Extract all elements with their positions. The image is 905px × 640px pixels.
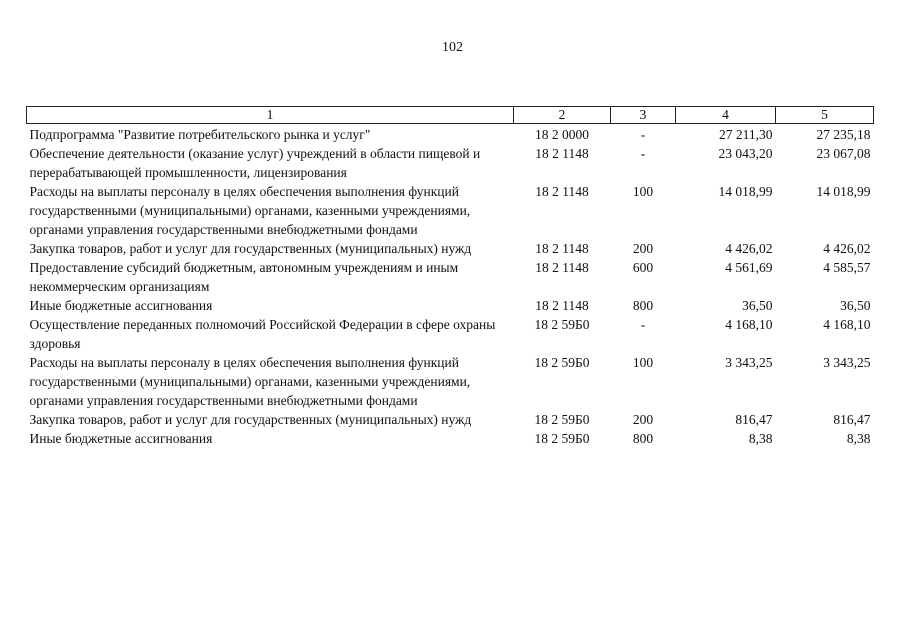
row-name: Иные бюджетные ассигнования — [29, 431, 213, 446]
row-code: 18 2 1148 — [535, 298, 589, 313]
row-code: 18 2 59Б0 — [534, 431, 590, 446]
table-row — [27, 258, 874, 296]
table-row — [27, 410, 874, 429]
row-expense-type: - — [640, 317, 646, 332]
row-code: 18 2 59Б0 — [534, 317, 590, 332]
row-expense-type: 100 — [632, 355, 654, 370]
header-col-4: 4 — [676, 107, 776, 124]
row-value-col4: 4 168,10 — [725, 317, 773, 332]
row-value-col4: 23 043,20 — [718, 146, 773, 161]
header-col-1: 1 — [27, 107, 514, 124]
row-name: Расходы на выплаты персоналу в целях обеспечения выполнения функций государственными (муниципальными) органами, казенными учреждениями, органами управления государственными внебюджетными фондами — [29, 184, 471, 237]
row-code: 18 2 1148 — [535, 260, 589, 275]
row-name: Предоставление субсидий бюджетным, автономным учреждениям и иным некоммерческим организациям — [29, 260, 459, 294]
row-name: Обеспечение деятельности (оказание услуг) учреждений в области пищевой и перерабатывающей промышленности, лицензирования — [29, 146, 481, 180]
row-value-col5: 14 018,99 — [816, 184, 871, 199]
row-code: 18 2 59Б0 — [534, 412, 590, 427]
page-number: 102 — [442, 40, 463, 55]
table-row — [27, 296, 874, 315]
header-row — [27, 107, 874, 124]
row-expense-type: 200 — [632, 412, 654, 427]
row-value-col4: 8,38 — [748, 431, 773, 446]
row-code: 18 2 1148 — [535, 184, 589, 199]
row-name: Подпрограмма "Развитие потребительского рынка и услуг" — [29, 127, 371, 142]
row-code: 18 2 1148 — [535, 241, 589, 256]
row-value-col5: 4 168,10 — [823, 317, 871, 332]
row-expense-type: 600 — [632, 260, 654, 275]
row-value-col5: 4 426,02 — [823, 241, 871, 256]
budget-table — [26, 106, 874, 448]
table-row — [27, 124, 874, 145]
header-col-2: 2 — [514, 107, 611, 124]
row-value-col5: 816,47 — [833, 412, 871, 427]
row-name: Расходы на выплаты персоналу в целях обеспечения выполнения функций государственными (муниципальными) органами, казенными учреждениями, органами управления государственными внебюджетными фондами — [29, 355, 471, 408]
row-name: Иные бюджетные ассигнования — [29, 298, 213, 313]
row-value-col5: 4 585,57 — [823, 260, 871, 275]
row-expense-type: 100 — [632, 184, 654, 199]
table-row — [27, 353, 874, 410]
row-value-col4: 14 018,99 — [718, 184, 773, 199]
row-value-col5: 23 067,08 — [816, 146, 871, 161]
row-code: 18 2 0000 — [535, 127, 589, 142]
table-row — [27, 144, 874, 182]
table-body — [27, 124, 874, 449]
row-expense-type: - — [640, 146, 646, 161]
table-row — [27, 429, 874, 448]
row-value-col4: 27 211,30 — [719, 127, 773, 142]
header-col-5: 5 — [776, 107, 874, 124]
table-row — [27, 239, 874, 258]
table-row — [27, 182, 874, 239]
row-expense-type: - — [640, 127, 646, 142]
row-value-col4: 4 426,02 — [725, 241, 773, 256]
row-code: 18 2 1148 — [535, 146, 589, 161]
row-value-col4: 4 561,69 — [725, 260, 773, 275]
row-value-col5: 8,38 — [846, 431, 871, 446]
row-name: Осуществление переданных полномочий Российской Федерации в сфере охраны здоровья — [29, 317, 496, 351]
row-value-col4: 816,47 — [735, 412, 773, 427]
row-value-col4: 36,50 — [742, 298, 773, 313]
header-col-3: 3 — [611, 107, 676, 124]
row-expense-type: 800 — [632, 431, 654, 446]
row-value-col4: 3 343,25 — [725, 355, 773, 370]
row-value-col5: 3 343,25 — [823, 355, 871, 370]
row-expense-type: 200 — [632, 241, 654, 256]
row-name: Закупка товаров, работ и услуг для государственных (муниципальных) нужд — [29, 241, 472, 256]
row-value-col5: 36,50 — [840, 298, 871, 313]
row-value-col5: 27 235,18 — [816, 127, 871, 142]
row-expense-type: 800 — [632, 298, 654, 313]
table-row — [27, 315, 874, 353]
row-code: 18 2 59Б0 — [534, 355, 590, 370]
row-name: Закупка товаров, работ и услуг для государственных (муниципальных) нужд — [29, 412, 472, 427]
